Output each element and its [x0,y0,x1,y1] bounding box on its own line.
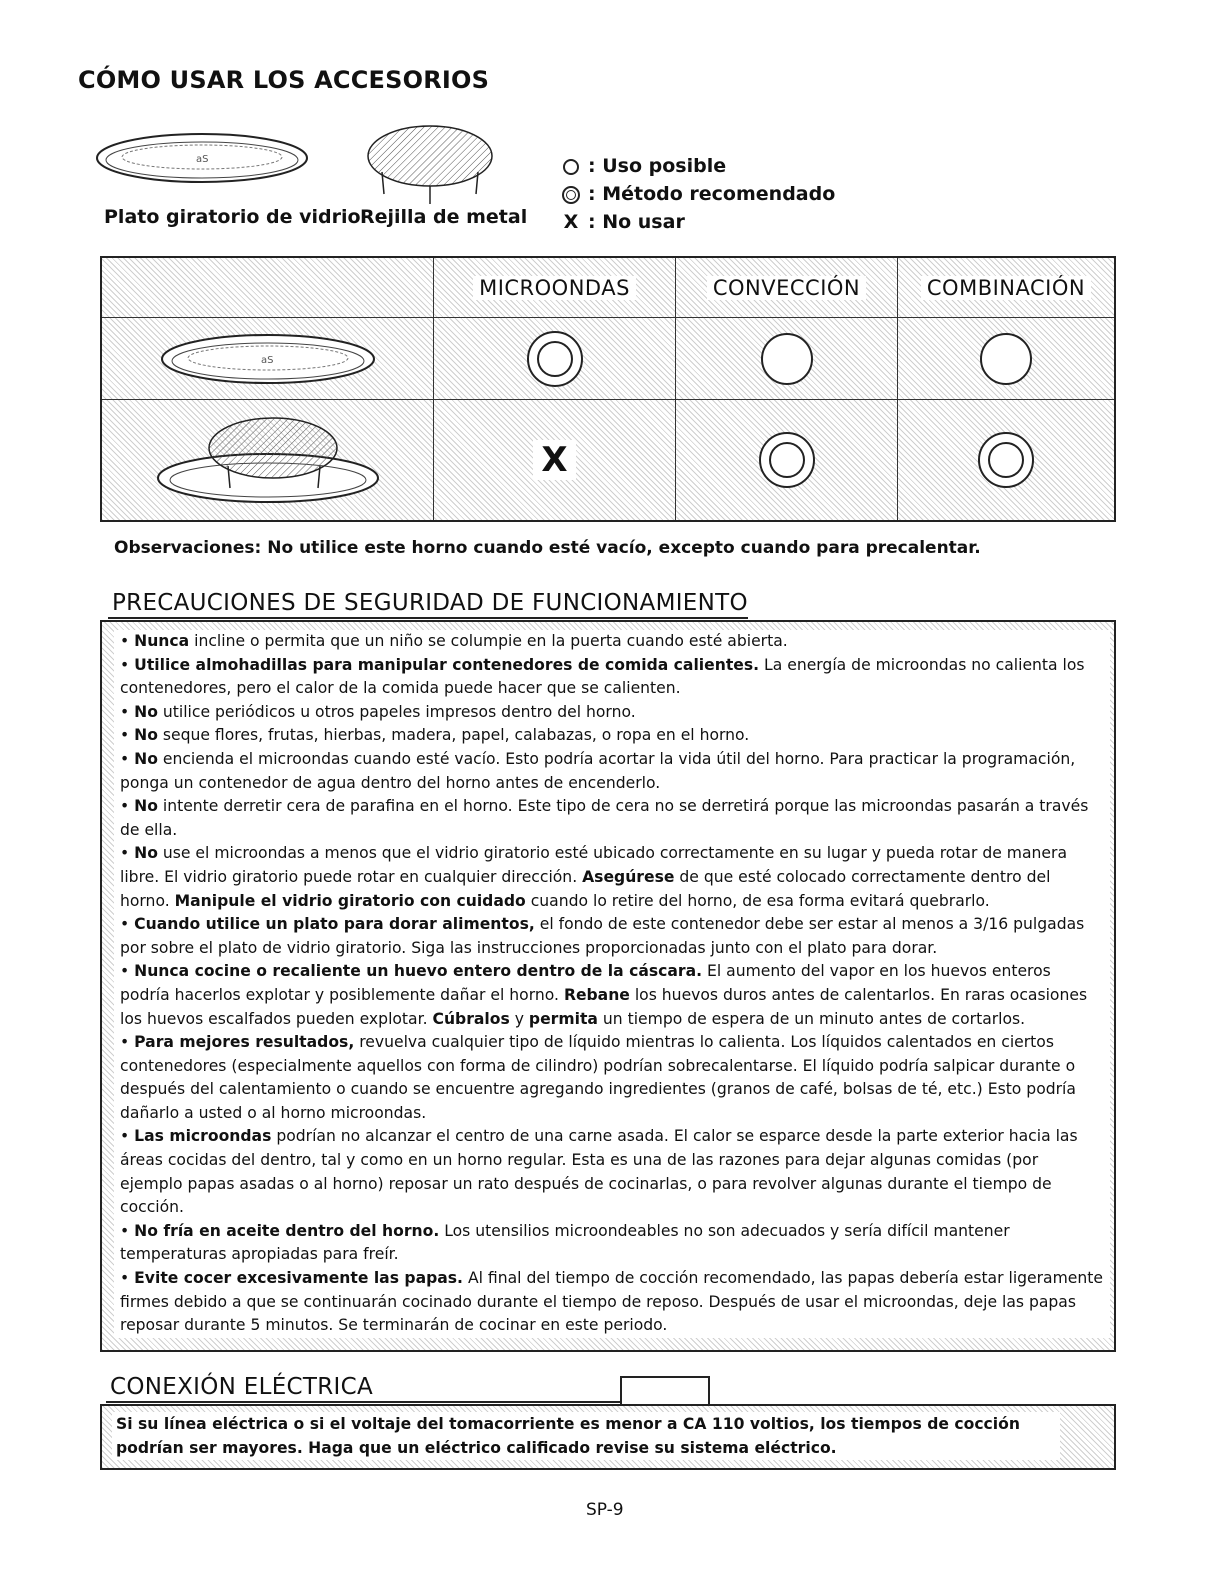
observation-note: Observaciones: No utilice este horno cuando esté vacío, excepto cuando para precalentar. [114,538,981,558]
metal-rack-label: Rejilla de metal [360,206,528,228]
list-item: • No encienda el microondas cuando esté vacío. Esto podría acortar la vida útil del horno. Para practicar la programación, ponga un contenedor de agua dentro del horno antes de encenderlo. [120,749,1076,792]
list-item: • Cuando utilice un plato para dorar alimentos, el fondo de este contenedor debe ser estar al menos a 3/16 pulgadas por sobre el plato de vidrio giratorio. Siga las instrucciones proporcionadas junto con el plato para dorar. [120,915,1085,957]
list-item: • Utilice almohadillas para manipular contenedores de comida calientes. La energía de microondas no calienta los contenedores, pero el calor de la comida puede hacer que se calienten. [120,655,1085,698]
list-item: • Para mejores resultados, revuelva cualquier tipo de líquido mientras lo calienta. Los líquidos calentados en ciertos contenedores (especialmente aquellos con forma de cilindro) podrían sobrecalentarse. El líquido podría salpicar durante o después del calentamiento o cuando se encuentre agregando ingredientes (granos de café, bolsas de té, etc.) Esto podría dañarlo a usted o al horno microondas. [120,1033,1076,1122]
table-cell [676,400,898,520]
table-header: CONVECCIÓN [676,258,898,318]
page-number: SP-9 [586,1500,624,1520]
glass-tray-image [153,328,383,390]
table-row-tray-with-rack [102,400,434,520]
list-item: • Nunca incline o permita que un niño se columpie en la puerta cuando esté abierta. [120,632,788,650]
electrical-box [100,1404,1116,1470]
metal-rack-image [360,120,510,208]
double-circle-icon [978,432,1034,488]
circle-icon [761,333,813,385]
safety-box [100,620,1116,1352]
table-header: COMBINACIÓN [898,258,1114,318]
table-cell [434,400,676,520]
table-row-glass-tray [102,318,434,400]
circle-icon [563,159,579,175]
list-item: • No seque flores, frutas, hierbas, madera, papel, calabazas, o ropa en el horno. [120,726,750,745]
glass-tray-image [90,128,320,190]
legend-possible: : Uso posible [560,152,835,180]
list-item: • No intente derretir cera de parafina en el horno. Este tipo de cera no se derretirá porque las microondas pasarán a través de ella. [120,797,1089,839]
svg-text:aS: aS [260,354,273,366]
safety-title-underline [108,617,748,619]
legend-do-not-use: X : No usar [560,208,835,236]
double-circle-icon [527,331,583,387]
circle-icon [980,333,1032,385]
safety-section-title: PRECAUCIONES DE SEGURIDAD DE FUNCIONAMIENTO [112,590,748,616]
safety-list [114,630,1110,1338]
double-circle-icon [759,432,815,488]
table-header: MICROONDAS [434,258,676,318]
list-item: • No use el microondas a menos que el vidrio giratorio esté ubicado correctamente en su lugar y pueda rotar de manera libre. El vidrio giratorio puede rotar en cualquier dirección. Asegúrese de que esté colocado correctamente dentro del horno. Manipule el vidrio giratorio con cuidado cuando lo retire del horno, de esa forma evitará quebrarlo. [120,844,1067,910]
electrical-section-title: CONEXIÓN ELÉCTRICA [110,1374,374,1400]
glass-tray-label: Plato giratorio de vidrio [104,206,361,228]
list-item: • Nunca cocine o recaliente un huevo entero dentro de la cáscara. El aumento del vapor en los huevos enteros podría hacerlos explotar y posiblemente dañar el horno. Rebane los huevos duros antes de calentarlos. En raras ocasiones los huevos escalfados pueden explotar. Cúbralos y permita un tiempo de espera de un minuto antes de cortarlos. [120,962,1088,1028]
x-mark-icon: X [563,211,579,233]
double-circle-icon [562,186,580,204]
electrical-title-underline [106,1401,622,1403]
svg-text:aS: aS [196,154,209,165]
list-item: • No fría en aceite dentro del horno. Los utensilios microondeables no son adecuados y sería difícil mantener temperaturas apropiadas para freír. [120,1221,1010,1264]
page-title: CÓMO USAR LOS ACCESORIOS [78,66,490,94]
table-header-blank [102,258,434,318]
list-item: • No utilice periódicos u otros papeles impresos dentro del horno. [120,702,636,721]
list-item: • Las microondas podrían no alcanzar el centro de una carne asada. El calor se esparce desde la parte exterior hacia las áreas cocidas del dentro, tal y como en un horno regular. Esta es una de las razones para dejar algunas comidas (por ejemplo papas asadas o al horno) reposar un rato después de cocinarlas, o para revolver algunas durante el tiempo de cocción. [120,1127,1078,1217]
legend-recommended: : Método recomendado [560,180,835,208]
table-cell [434,318,676,400]
table-cell [898,400,1114,520]
legend [560,152,835,236]
table-cell [898,318,1114,400]
accessories-table [100,256,1116,522]
list-item: • Evite cocer excesivamente las papas. Al final del tiempo de cocción recomendado, las papas debería estar ligeramente firmes debido a que se continuarán cocinado durante el tiempo de reposo. Después de usar el microondas, deje las papas reposar durante 5 minutos. Se terminarán de cocinar en este periodo. [120,1269,1103,1335]
table-cell [676,318,898,400]
tray-with-rack-image [148,410,388,510]
electrical-text: Si su línea eléctrica o si el voltaje del tomacorriente es menor a CA 110 voltios, los tiempos de cocción podrían ser mayores. Haga que un eléctrico calificado revise su sistema eléctrico. [112,1412,1060,1460]
x-mark-icon: X [533,440,575,480]
